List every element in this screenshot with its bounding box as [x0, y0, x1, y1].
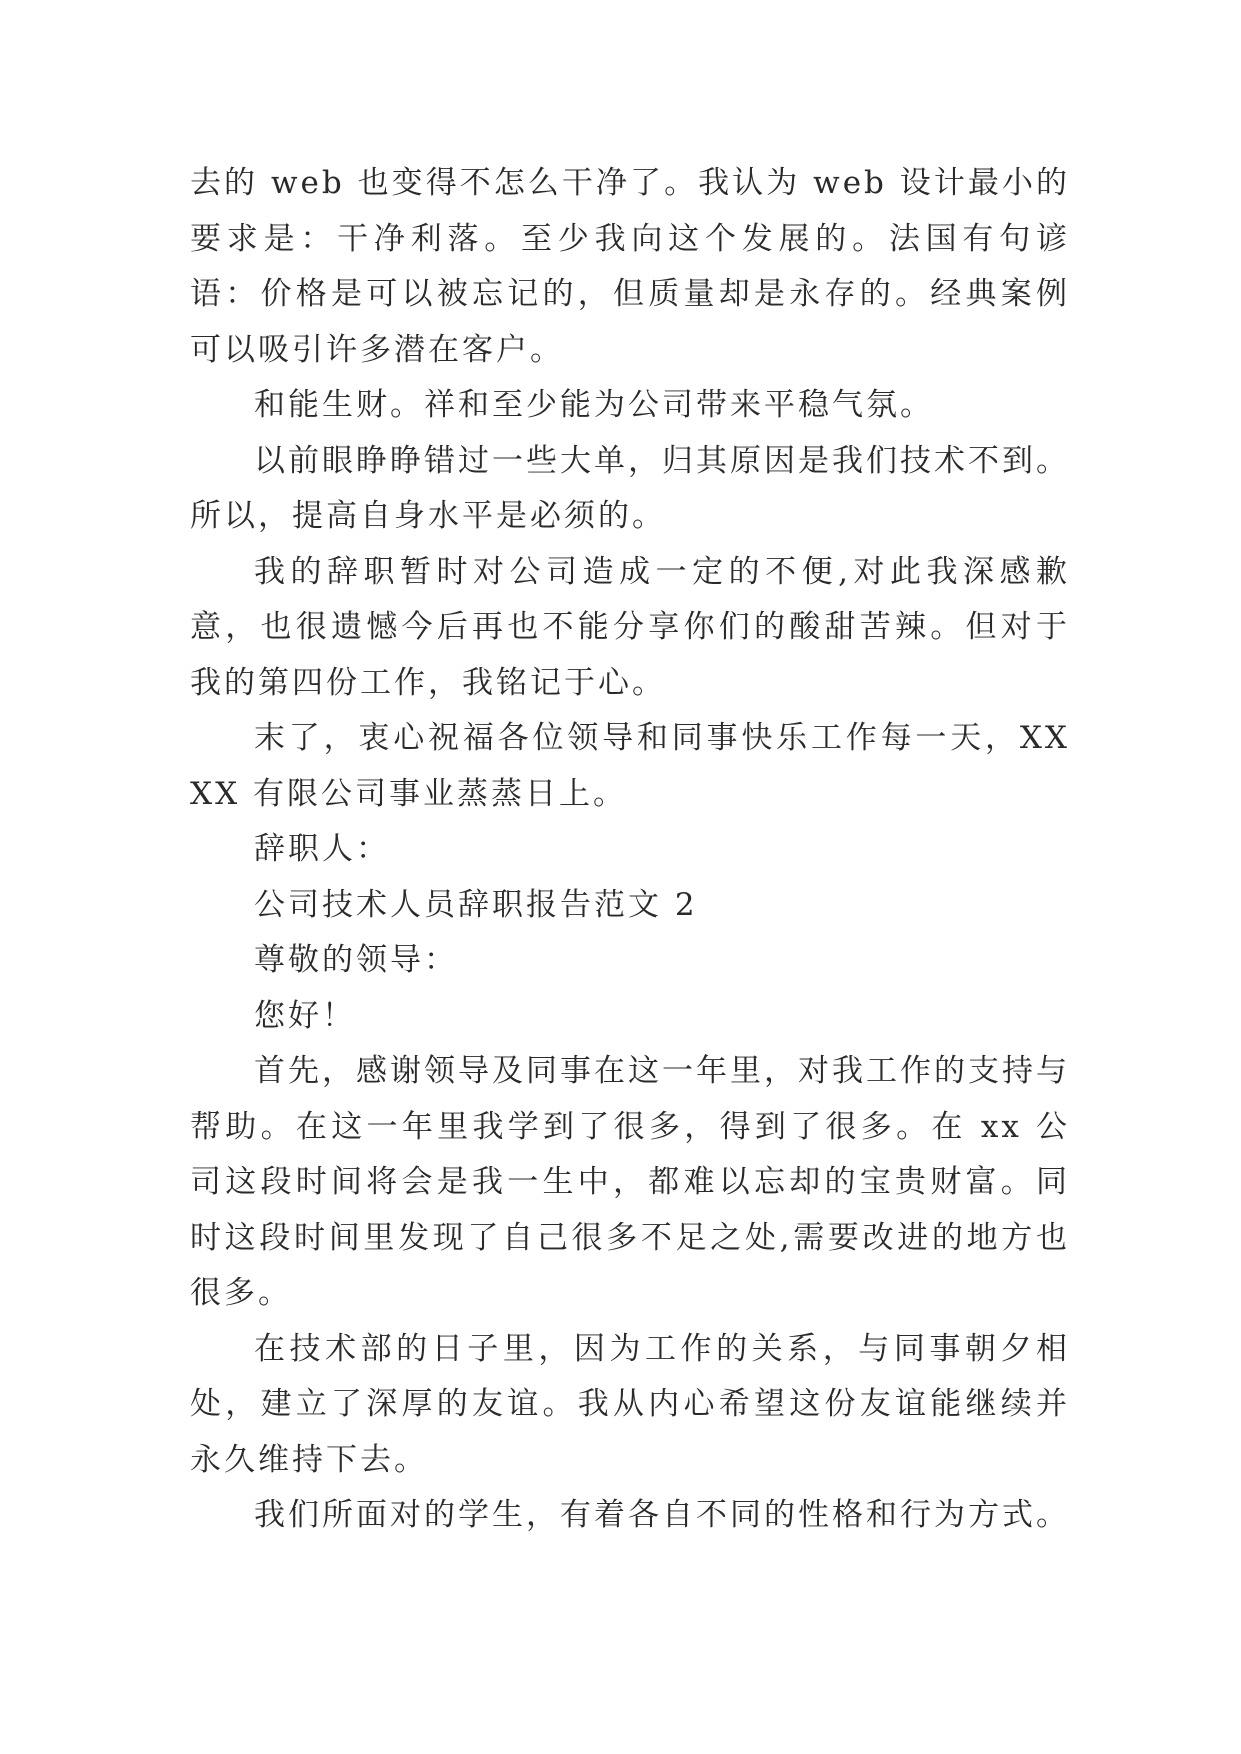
paragraph-12: 我们所面对的学生，有着各自不同的性格和行为方式。	[254, 1497, 1070, 1533]
section-title: 公司技术人员辞职报告范文 2	[254, 886, 698, 923]
signature-line: 辞职人：	[254, 831, 390, 867]
document-body	[190, 156, 1070, 1544]
paragraph-4: 我的辞职暂时对公司造成一定的不便,对此我深感歉意，也很遗憾今后再也不能分享你们的酸甜苦辣。但对于我的第四份工作，我铭记于心。	[190, 553, 1070, 701]
paragraph-5: 末了，衷心祝福各位领导和同事快乐工作每一天，XXXX 有限公司事业蒸蒸日上。	[190, 720, 1070, 812]
greeting: 您好！	[254, 997, 356, 1034]
paragraph-10: 首先，感谢领导及同事在这一年里，对我工作的支持与帮助。在这一年里我学到了很多，得到了很多。在 xx 公司这段时间将会是我一生中，都难以忘却的宝贵财富。同时这段时间里发现了自己很多不足之处,需要改进的地方也很多。	[190, 1053, 1070, 1311]
paragraph-1: 去的 web 也变得不怎么干净了。我认为 web 设计最小的要求是：干净利落。至少我向这个发展的。法国有句谚语：价格是可以被忘记的，但质量却是永存的。经典案例可以吸引许多潜在客户。	[190, 165, 1070, 368]
paragraph-2: 和能生财。祥和至少能为公司带来平稳气氛。	[254, 387, 934, 423]
paragraph-3: 以前眼睁睁错过一些大单，归其原因是我们技术不到。所以，提高自身水平是必须的。	[190, 442, 1070, 534]
paragraph-11: 在技术部的日子里，因为工作的关系，与同事朝夕相处，建立了深厚的友谊。我从内心希望这份友谊能继续并永久维持下去。	[190, 1330, 1070, 1478]
salutation: 尊敬的领导：	[254, 942, 458, 978]
